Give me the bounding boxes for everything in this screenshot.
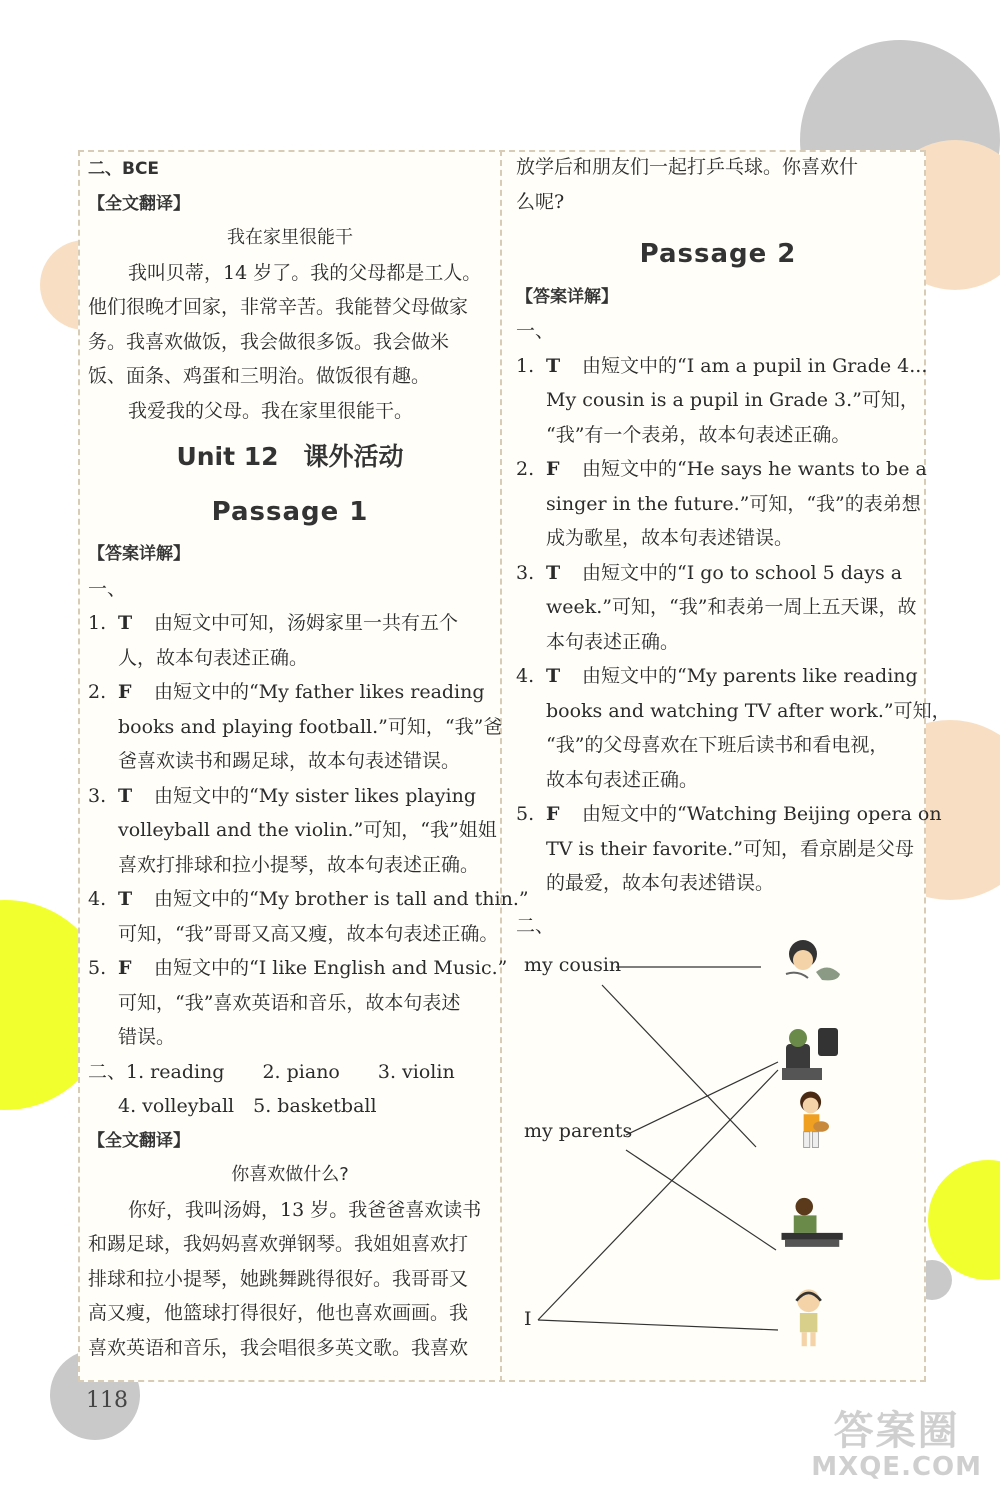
item-verdict: T bbox=[118, 888, 133, 910]
paragraph-line: 和踢足球，我妈妈喜欢弹钢琴。我姐姐喜欢打 bbox=[88, 1233, 469, 1255]
item-text: 由短文中的“My father likes reading bbox=[154, 681, 485, 703]
item-text: 由短文中的“I am a pupil in Grade 4... bbox=[582, 354, 928, 377]
item-text: “我”有一个表弟，故本句表述正确。 bbox=[546, 423, 851, 446]
column-divider bbox=[500, 150, 502, 1382]
item-text: 的最爱，故本句表述错误。 bbox=[546, 872, 775, 894]
item-text: 爸喜欢读书和踢足球，故本句表述错误。 bbox=[118, 750, 461, 772]
item-text: 错误。 bbox=[118, 1026, 176, 1048]
item-number: 5. bbox=[88, 957, 107, 979]
unit-title: Unit 12 课外活动 bbox=[176, 442, 404, 471]
paragraph-line: 排球和拉小提琴，她跳舞跳得很好。我哥哥又 bbox=[88, 1267, 469, 1290]
item-text: My cousin is a pupil in Grade 3.”可知， bbox=[546, 389, 919, 411]
paragraph-line: 我爱我的父母。我在家里很能干。 bbox=[128, 399, 414, 422]
item-number: 1. bbox=[88, 612, 107, 634]
page-number: 118 bbox=[86, 1388, 128, 1413]
item-text: 可知，“我”哥哥又高又瘦，故本句表述正确。 bbox=[118, 922, 499, 945]
item-verdict: T bbox=[546, 561, 561, 584]
paragraph-line: 喜欢英语和音乐，我会唱很多英文歌。我喜欢 bbox=[88, 1336, 469, 1359]
paragraph-line: 你好，我叫汤姆，13 岁。我爸爸喜欢读书 bbox=[128, 1198, 482, 1221]
item-verdict: F bbox=[546, 803, 560, 825]
answer-line: 二、BCE bbox=[88, 159, 160, 179]
section-tag: 【全文翻译】 bbox=[88, 193, 190, 214]
item-text: books and watching TV after work.”可知， bbox=[546, 699, 951, 722]
fill-answers: 4. volleyball 5. basketball bbox=[118, 1095, 377, 1117]
paragraph-line: 我叫贝蒂，14 岁了。我的父母都是工人。 bbox=[128, 261, 482, 284]
match-label-parents: my parents bbox=[524, 1120, 633, 1142]
item-text: “我”的父母喜欢在下班后读书和看电视， bbox=[546, 734, 889, 756]
item-number: 2. bbox=[516, 458, 535, 480]
item-verdict: F bbox=[118, 681, 132, 703]
item-text: 人，故本句表述正确。 bbox=[118, 646, 309, 669]
item-verdict: T bbox=[546, 354, 561, 377]
reading-man-picture bbox=[778, 1190, 848, 1260]
translation-title: 你喜欢做什么? bbox=[231, 1164, 349, 1185]
section-tag: 【答案详解】 bbox=[88, 544, 190, 564]
passage-title: Passage 1 bbox=[211, 496, 369, 527]
answer-item bbox=[516, 349, 928, 384]
item-text: week.”可知，“我”和表弟一周上五天课，故 bbox=[546, 596, 917, 618]
answer-item bbox=[516, 452, 927, 487]
section-number: 二、 bbox=[516, 914, 555, 937]
item-number: 5. bbox=[516, 803, 535, 825]
fill-answers: 二、1. reading 2. piano 3. violin bbox=[88, 1060, 455, 1083]
tv-watching-picture bbox=[776, 1022, 846, 1092]
item-text: 故本句表述正确。 bbox=[546, 768, 699, 791]
item-number: 1. bbox=[516, 354, 535, 377]
watermark-text: 答案圈 bbox=[833, 1408, 960, 1455]
match-label-i: I bbox=[524, 1308, 532, 1330]
paragraph-line: 务。我喜欢做饭，我会做很多饭。我会做米 bbox=[88, 330, 450, 353]
item-number: 4. bbox=[516, 665, 535, 687]
watermark-url: MXQE.COM bbox=[811, 1452, 982, 1483]
item-verdict: F bbox=[118, 957, 132, 979]
matching-lines bbox=[516, 930, 926, 1380]
item-number: 4. bbox=[88, 888, 107, 910]
item-text: 由短文中的“He says he wants to be a bbox=[582, 458, 927, 480]
singing-child-picture bbox=[778, 932, 848, 1002]
item-verdict: T bbox=[546, 665, 561, 687]
item-text: 由短文中的“I go to school 5 days a bbox=[582, 561, 903, 584]
item-text: 由短文中的“I like English and Music.” bbox=[154, 957, 508, 979]
item-text: TV is their favorite.”可知，看京剧是父母 bbox=[546, 837, 914, 860]
item-number: 2. bbox=[88, 681, 107, 703]
paragraph-line: 饭、面条、鸡蛋和三明治。做饭很有趣。 bbox=[88, 365, 431, 387]
section-number: 一、 bbox=[516, 320, 555, 342]
answer-item bbox=[516, 797, 942, 832]
answer-item bbox=[88, 779, 492, 814]
answer-item bbox=[88, 882, 529, 917]
guitar-boy-picture bbox=[780, 1088, 850, 1158]
item-text: 由短文中的“My sister likes playing bbox=[154, 784, 476, 807]
answer-item bbox=[88, 951, 508, 986]
item-text: 可知，“我”喜欢英语和音乐，故本句表述 bbox=[118, 991, 461, 1014]
item-number: 3. bbox=[88, 784, 107, 807]
headphones-kid-picture bbox=[778, 1285, 848, 1355]
answer-item bbox=[88, 675, 492, 710]
item-text: singer in the future.”可知，“我”的表弟想 bbox=[546, 492, 921, 515]
item-text: books and playing football.”可知，“我”爸 bbox=[118, 715, 503, 738]
item-verdict: T bbox=[118, 784, 133, 807]
left-column bbox=[88, 152, 529, 1365]
matching-exercise bbox=[516, 930, 926, 1380]
translation-title: 我在家里很能干 bbox=[227, 227, 353, 248]
item-text: 喜欢打排球和拉小提琴，故本句表述正确。 bbox=[118, 853, 480, 876]
watermark-logo bbox=[811, 1409, 982, 1482]
answer-item bbox=[88, 606, 492, 641]
passage-title: Passage 2 bbox=[639, 239, 797, 269]
paragraph-line: 他们很晚才回家，非常辛苦。我能替父母做家 bbox=[88, 296, 469, 318]
item-text: 由短文中可知，汤姆家里一共有五个 bbox=[154, 612, 459, 634]
paragraph-line: 高又瘦，他篮球打得很好，他也喜欢画画。我 bbox=[88, 1302, 469, 1324]
section-number: 一、 bbox=[88, 577, 127, 600]
right-column bbox=[516, 150, 951, 943]
section-tag: 【全文翻译】 bbox=[88, 1130, 190, 1151]
item-text: 由短文中的“My brother is tall and thin.” bbox=[154, 888, 529, 910]
item-text: 由短文中的“Watching Beijing opera on bbox=[582, 803, 942, 825]
match-label-cousin: my cousin bbox=[524, 954, 622, 976]
item-text: 由短文中的“My parents like reading bbox=[582, 665, 918, 687]
item-text: 本句表述正确。 bbox=[546, 630, 680, 653]
answer-item bbox=[516, 556, 920, 591]
answer-item bbox=[516, 659, 920, 694]
item-verdict: F bbox=[546, 458, 560, 480]
item-text: 成为歌星，故本句表述错误。 bbox=[546, 527, 794, 549]
section-tag: 【答案详解】 bbox=[516, 286, 618, 307]
item-text: volleyball and the violin.”可知，“我”姐姐 bbox=[118, 819, 497, 841]
paragraph-line: 么呢? bbox=[516, 190, 565, 213]
item-number: 3. bbox=[516, 561, 535, 584]
item-verdict: T bbox=[118, 612, 133, 634]
paragraph-line: 放学后和朋友们一起打乒乓球。你喜欢什 bbox=[516, 156, 859, 178]
